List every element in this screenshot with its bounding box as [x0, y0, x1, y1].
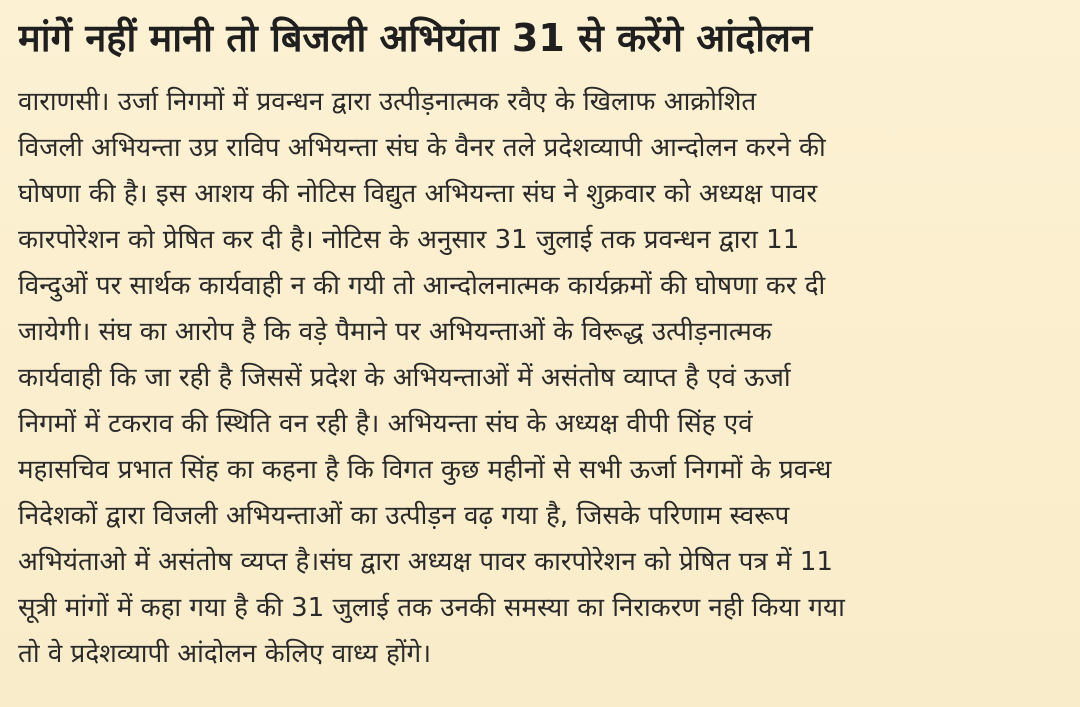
- body-line: निगमों में टकराव की स्थिति वन रही है। अभियन्ता संघ के अध्यक्ष वीपी सिंह एवं: [18, 409, 753, 439]
- article-body: [18, 79, 1068, 677]
- body-line: वाराणसी। उर्जा निगमों में प्रवन्धन द्वारा उत्पीड़नात्मक रवैए के खिलाफ आक्रोशित: [18, 87, 757, 117]
- body-line: जायेगी। संघ का आरोप है कि वड़े पैमाने पर अभियन्ताओं के विरूद्ध उत्पीड़नात्मक: [18, 317, 772, 347]
- body-line: सूत्री मांगों में कहा गया है की 31 जुलाई तक उनकी समस्या का निराकरण नही किया गया: [18, 593, 845, 623]
- body-line: महासचिव प्रभात सिंह का कहना है कि विगत कुछ महीनों से सभी ऊर्जा निगमों के प्रवन्ध: [18, 455, 832, 485]
- body-line: कार्यवाही कि जा रही है जिससें प्रदेश के अभियन्ताओं में असंतोष व्याप्त है एवं ऊर्जा: [18, 363, 791, 393]
- body-line: विन्दुओं पर सार्थक कार्यवाही न की गयी तो आन्दोलनात्मक कार्यक्रमों की घोषणा कर दी: [18, 271, 826, 301]
- body-line: अभियंताओ में असंतोष व्यप्त है।संघ द्वारा अध्यक्ष पावर कारपोरेशन को प्रेषित पत्र में 11: [18, 547, 833, 577]
- body-line: तो वे प्रदेशव्यापी आंदोलन केलिए वाध्य होंगे।: [18, 639, 432, 669]
- headline: मांगें नहीं मानी तो बिजली अभियंता 31 से करेंगे आंदोलन: [18, 16, 813, 60]
- body-line: विजली अभियन्ता उप्र राविप अभियन्ता संघ के वैनर तले प्रदेशव्यापी आन्दोलन करने की: [18, 133, 826, 163]
- body-line: निदेशकों द्वारा विजली अभियन्ताओं का उत्पीड़न वढ़ गया है, जिसके परिणाम स्वरूप: [18, 501, 790, 531]
- body-line: घोषणा की है। इस आशय की नोटिस विद्युत अभियन्ता संघ ने शुक्रवार को अध्यक्ष पावर: [18, 179, 818, 209]
- body-line: कारपोरेशन को प्रेषित कर दी है। नोटिस के अनुसार 31 जुलाई तक प्रवन्धन द्वारा 11: [18, 225, 800, 255]
